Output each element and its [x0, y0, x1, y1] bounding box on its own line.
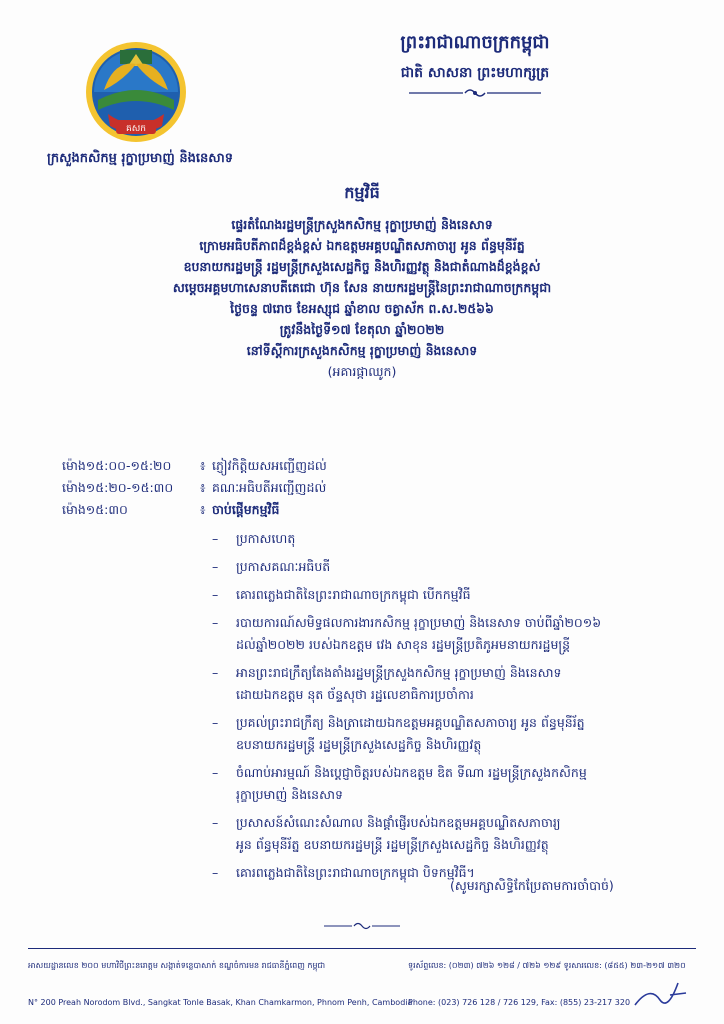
item-line: – ប្រកាសហេតុ: [236, 531, 296, 546]
footer-divider: [28, 948, 696, 949]
item-line: រុក្ខាប្រមាញ់ និងនេសាទ: [236, 787, 343, 802]
schedule: [62, 455, 682, 521]
program-item: [212, 812, 692, 856]
item-line: ដោយឯកឧត្តម នុត ច័ន្ទសុថា រដ្ឋលេខាធិការប្រចាំការ: [236, 687, 474, 702]
footer-address-en: N° 200 Preah Norodom Blvd., Sangkat Tonle Basak, Khan Chamkarmon, Phnom Penh, Cambodia: [28, 998, 413, 1007]
schedule-row: [62, 455, 682, 477]
header-line: សម្តេចអគ្គមហាសេនាបតីតេជោ ហ៊ុន សែន នាយករដ្ឋមន្ត្រីនៃព្រះរាជាណាចក្រកម្ពុជា: [172, 280, 552, 295]
ministry-emblem: [84, 40, 188, 144]
schedule-desc: គណៈអធិបតីអញ្ជើញដល់: [212, 480, 327, 495]
schedule-colon: ៖: [200, 458, 206, 473]
schedule-time: ម៉ោង១៥:៣០: [62, 502, 128, 517]
item-line: – ប្រកាសគណៈអធិបតី: [236, 559, 331, 574]
emblem-text: គសក: [126, 124, 146, 134]
program-header: [50, 182, 674, 382]
schedule-desc: ចាប់ផ្តើមកម្មវិធី: [212, 502, 280, 517]
header-line: ផ្ទេរតំណែងរដ្ឋមន្ត្រីក្រសួងកសិកម្ម រុក្ខាប្រមាញ់ និងនេសាទ: [231, 217, 493, 232]
item-line: – របាយការណ៍សមិទ្ធផលការងារកសិកម្ម រុក្ខាប្រមាញ់ និងនេសាទ ចាប់ពីឆ្នាំ២០១៦: [236, 615, 602, 630]
program-items: [212, 528, 692, 890]
item-line: – គោរពភ្លេងជាតិនៃព្រះរាជាណាចក្រកម្ពុជា បើកកម្មវិធី: [236, 587, 471, 602]
footer-phone-kh: ទូរស័ព្ទលេខ: (០២៣) ៧២៦ ១២៨ / ៧២៦ ១២៩ ទូរសារលេខ: (៨៥៥) ២៣-២១៧ ៣២០: [408, 961, 686, 970]
kingdom-motto: ជាតិ សាសនា ព្រះមហាក្សត្រ: [400, 65, 550, 81]
program-item: [212, 662, 692, 706]
header-line: ត្រូវនឹងថ្ងៃទី១៧ ខែតុលា ឆ្នាំ២០២២: [279, 322, 445, 337]
header-line: (អគារផ្កាឈូក): [327, 364, 397, 379]
ministry-name: ក្រសួងកសិកម្ម រុក្ខាប្រមាញ់ និងនេសាទ: [47, 151, 233, 166]
ornament-divider-icon: [405, 86, 545, 100]
schedule-desc: ភ្ញៀវកិត្តិយសអញ្ជើញដល់: [212, 458, 327, 473]
ministry-emblem-icon: [84, 40, 188, 144]
schedule-row: [62, 499, 682, 521]
program-item: [212, 712, 692, 756]
item-line: ដល់ឆ្នាំ២០២២ របស់ឯកឧត្តម វេង សាខុន រដ្ឋមន្ត្រីប្រតិភូអមនាយករដ្ឋមន្ត្រី: [236, 637, 571, 652]
schedule-time: ម៉ោង១៥:០០-១៥:២០: [62, 458, 172, 473]
item-line: – ចំណាប់អារម្មណ៍ និងប្តេជ្ញាចិត្តរបស់ឯកឧត្តម ឌិត ទីណា រដ្ឋមន្ត្រីក្រសួងកសិកម្ម: [236, 765, 587, 780]
program-item: [212, 556, 692, 578]
header-line: ក្រោមអធិបតីភាពដ៏ខ្ពង់ខ្ពស់ ឯកឧត្តមអគ្គបណ្ឌិតសភាចារ្យ អូន ព័ន្ធមុនីរ័ត្ន: [199, 238, 525, 253]
item-line: – ប្រសាសន៍សំណេះសំណាល និងផ្តាំផ្ញើរបស់ឯកឧត្តមអគ្គបណ្ឌិតសភាចារ្យ: [236, 815, 561, 830]
schedule-time: ម៉ោង១៥:២០-១៥:៣០: [62, 480, 174, 495]
item-line: ឧបនាយករដ្ឋមន្ត្រី រដ្ឋមន្ត្រីក្រសួងសេដ្ឋកិច្ច និងហិរញ្ញវត្ថុ: [236, 737, 482, 752]
kingdom-header: [260, 30, 690, 104]
header-line: នៅទីស្តីការក្រសួងកសិកម្ម រុក្ខាប្រមាញ់ និងនេសាទ: [246, 343, 478, 358]
item-line: – ប្រគល់ព្រះរាជក្រឹត្យ និងត្រាដោយឯកឧត្តមអគ្គបណ្ឌិតសភាចារ្យ អូន ព័ន្ធមុនីរ័ត្ន: [236, 715, 585, 730]
schedule-colon: ៖: [200, 480, 206, 495]
kingdom-name: ព្រះរាជាណាចក្រកម្ពុជា: [400, 32, 550, 53]
schedule-colon: ៖: [200, 502, 206, 517]
schedule-row: [62, 477, 682, 499]
signature-mark-icon: [630, 975, 690, 1015]
footer-address-kh: អាសយដ្ឋានលេខ ២០០ មហាវិថីព្រះនរោត្តម សង្កាត់ទន្លេបាសាក់ ខណ្ឌចំការមន រាជធានីភ្នំពេញ កម្ពុជា: [28, 961, 326, 970]
closing-note: (សូមរក្សាសិទ្ធិកែប្រែតាមការចាំបាច់): [450, 878, 614, 893]
bottom-ornament-icon: [322, 920, 402, 932]
header-line: ថ្ងៃចន្ទ ៧រោច ខែអស្សុជ ឆ្នាំខាល ចត្វាស័ក ព.ស.២៥៦៦: [230, 301, 494, 316]
footer-phone-en: Phone: (023) 726 128 / 726 129, Fax: (855) 23-217 320: [408, 998, 631, 1007]
program-title: កម្មវិធី: [344, 183, 380, 202]
item-line: – គោរពភ្លេងជាតិនៃព្រះរាជាណាចក្រកម្ពុជា បិទកម្មវិធី។: [236, 865, 475, 880]
program-item: [212, 612, 692, 656]
header-line: ឧបនាយករដ្ឋមន្ត្រី រដ្ឋមន្ត្រីក្រសួងសេដ្ឋកិច្ច និងហិរញ្ញវត្ថុ និងជាតំណាងដ៏ខ្ពង់ខ្ពស់: [183, 259, 541, 274]
program-item: [212, 584, 692, 606]
item-line: អូន ព័ន្ធមុនីរ័ត្ន ឧបនាយករដ្ឋមន្ត្រី រដ្ឋមន្ត្រីក្រសួងសេដ្ឋកិច្ច និងហិរញ្ញវត្ថុ: [236, 837, 549, 852]
program-item: [212, 762, 692, 806]
program-item: [212, 528, 692, 550]
item-line: – អានព្រះរាជក្រឹត្យតែងតាំងរដ្ឋមន្ត្រីក្រសួងកសិកម្ម រុក្ខាប្រមាញ់ និងនេសាទ: [236, 665, 562, 680]
